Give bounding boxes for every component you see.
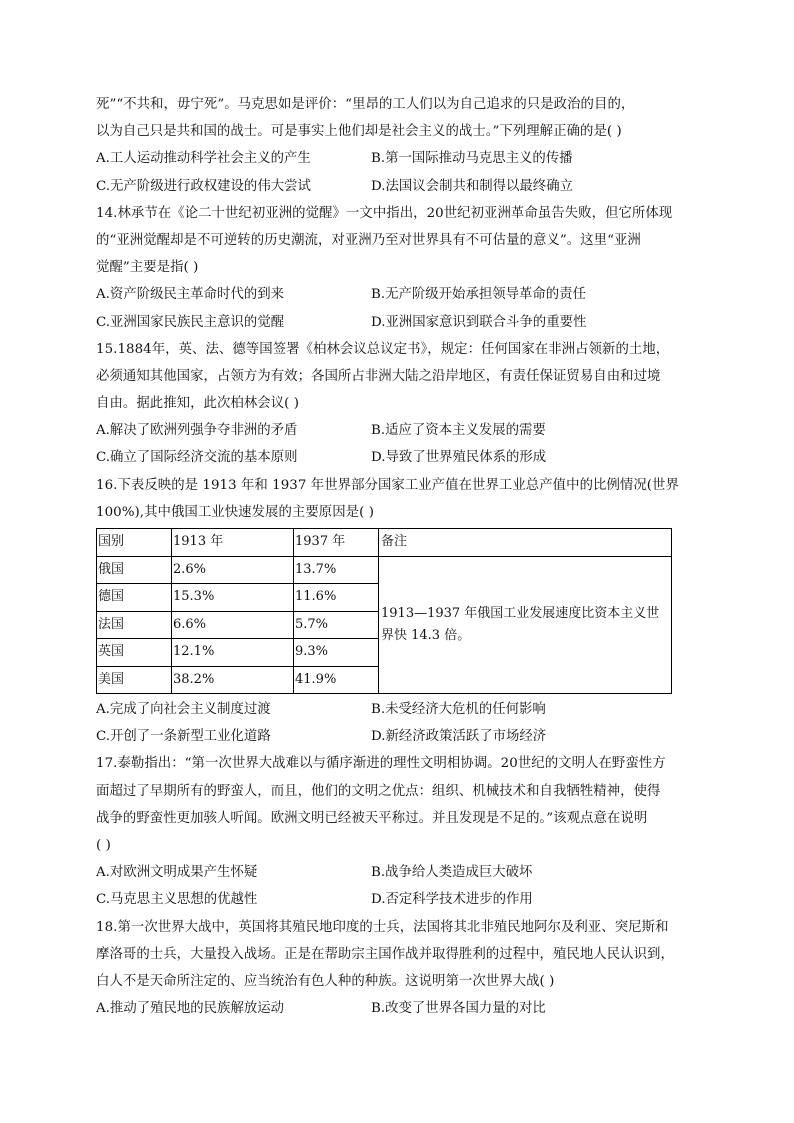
table-cell-1913: 15.3% — [172, 584, 294, 612]
question-15-stem-line: 15.1884年，英、法、德等国签署《柏林会议总议定书》，规定：任何国家在非洲占领新的土地， — [96, 341, 670, 357]
question-13-stem-line: 死”“不共和，毋宁死”。马克思如是评价：“里昂的工人们以为自己追求的只是政治的目的， — [96, 97, 635, 112]
table-header-row — [97, 529, 672, 557]
option-a[interactable]: A.完成了向社会主义制度过渡 — [96, 702, 271, 717]
question-14-stem-line: 的“亚洲觉醒却是不可逆转的历史潮流，对亚洲乃至对世界具有不可估量的意义”。这里“亚洲 — [96, 232, 641, 248]
question-17-options-row — [96, 859, 696, 886]
exam-page — [96, 91, 696, 1022]
table-row — [97, 556, 672, 584]
table-cell-1937: 11.6% — [294, 584, 379, 612]
table-header-cell: 1937 年 — [294, 529, 379, 557]
option-a[interactable]: A.工人运动推动科学社会主义的产生 — [96, 151, 311, 167]
option-d[interactable]: D.否定科学技术进步的作用 — [371, 892, 533, 908]
question-18-options-row — [96, 995, 696, 1022]
option-d[interactable]: D.法国议会制共和制得以最终确立 — [371, 178, 573, 194]
question-15-options-row — [96, 417, 696, 444]
table-cell-country: 英国 — [97, 639, 172, 667]
question-18-stem-line: 18.第一次世界大战中，英国将其殖民地印度的士兵，法国将其北非殖民地阿尔及利亚、突尼斯和 — [96, 919, 669, 935]
option-a[interactable]: A.资产阶级民主革命时代的到来 — [96, 287, 285, 303]
option-b[interactable]: B.第一国际推动马克思主义的传播 — [371, 151, 573, 167]
question-17-stem-line: ( ) — [96, 837, 111, 853]
option-c[interactable]: C.确立了国际经济交流的基本原则 — [96, 450, 298, 466]
question-16-options-row — [96, 723, 696, 750]
table-cell-1937: 13.7% — [294, 556, 379, 584]
table-cell-note: 1913—1937 年俄国工业发展速度比资本主义世界快 14.3 倍。 — [379, 556, 672, 694]
table-cell-country: 法国 — [97, 611, 172, 639]
option-b[interactable]: B.未受经济大危机的任何影响 — [371, 702, 546, 717]
question-17-stem-line: 战争的野蛮性更加骇人听闻。欧洲文明已经被天平称过。并且发现是不足的。”该观点意在说明 — [96, 810, 648, 826]
option-a[interactable]: A.解决了欧洲列强争夺非洲的矛盾 — [96, 423, 298, 439]
option-b[interactable]: B.适应了资本主义发展的需要 — [371, 423, 546, 439]
option-c[interactable]: C.开创了一条新型工业化道路 — [96, 729, 271, 745]
question-18-stem-line: 白人不是天命所注定的、应当统治有色人种的种族。这说明第一次世界大战( ) — [96, 973, 555, 989]
question-17 — [96, 750, 696, 913]
question-13-stem-line: 以为自己只是共和国的战士。可是事实上他们却是社会主义的战士。”下列理解正确的是( ) — [96, 124, 622, 140]
option-b[interactable]: B.改变了世界各国力量的对比 — [371, 1001, 546, 1017]
option-a[interactable]: A.对欧洲文明成果产生怀疑 — [96, 865, 258, 881]
table-header-cell: 1913 年 — [172, 529, 294, 557]
table-cell-country: 德国 — [97, 584, 172, 612]
option-d[interactable]: D.新经济政策活跃了市场经济 — [371, 729, 547, 745]
question-18 — [96, 914, 696, 1023]
option-a[interactable]: A.推动了殖民地的民族解放运动 — [96, 1001, 285, 1017]
question-15-stem-line: 必须通知其他国家，占领方为有效；各国所占非洲大陆之沿岸地区，有责任保证贸易自由和过境 — [96, 368, 661, 384]
option-c[interactable]: C.无产阶级进行政权建设的伟大尝试 — [96, 178, 311, 194]
question-17-stem-line: 面超过了早期所有的野蛮人，而且，他们的文明之优点：组织、机械技术和自我牺牲精神，使得 — [96, 783, 661, 799]
question-13 — [96, 91, 696, 200]
option-b[interactable]: B.无产阶级开始承担领导革命的责任 — [371, 287, 586, 303]
question-14-options-row — [96, 309, 696, 336]
table-cell-1913: 2.6% — [172, 556, 294, 584]
option-c[interactable]: C.马克思主义思想的优越性 — [96, 892, 258, 908]
table-header-cell: 备注 — [379, 529, 672, 557]
table-cell-country: 俄国 — [97, 556, 172, 584]
option-c[interactable]: C.亚洲国家民族民主意识的觉醒 — [96, 314, 285, 330]
question-14-stem-line: 觉醒”主要是指( ) — [96, 260, 199, 276]
table-cell-1937: 5.7% — [294, 611, 379, 639]
option-d[interactable]: D.亚洲国家意识到联合斗争的重要性 — [371, 314, 587, 330]
question-18-stem-line: 摩洛哥的士兵，大量投入战场。正是在帮助宗主国作战并取得胜利的过程中，殖民地人民认识到， — [96, 946, 674, 962]
question-16-stem-line: 16.下表反映的是 1913 年和 1937 年世界部分国家工业产值在世界工业总产值中的比例情况(世界 — [96, 477, 679, 493]
question-13-options-row — [96, 145, 696, 172]
table-cell-1913: 12.1% — [172, 639, 294, 667]
question-17-stem-line: 17.泰勒指出：“第一次世界大战难以与循序渐进的理性文明相协调。20世纪的文明人在野蛮性方 — [96, 756, 666, 772]
table-header-cell: 国别 — [97, 529, 172, 557]
question-17-options-row — [96, 886, 696, 913]
question-14 — [96, 200, 696, 336]
question-14-stem-line: 14.林承节在《论二十世纪初亚洲的觉醒》一文中指出，20世纪初亚洲革命虽告失败，但它所体现 — [96, 205, 673, 221]
question-16 — [96, 472, 696, 751]
table-cell-1937: 9.3% — [294, 639, 379, 667]
option-d[interactable]: D.导致了世界殖民体系的形成 — [371, 450, 547, 466]
question-13-options-row — [96, 173, 696, 200]
table-cell-1913: 38.2% — [172, 666, 294, 694]
table-cell-country: 美国 — [97, 666, 172, 694]
question-14-options-row — [96, 281, 696, 308]
table-cell-1913: 6.6% — [172, 611, 294, 639]
industry-share-table — [96, 528, 672, 694]
question-16-options-row — [96, 696, 696, 723]
question-15 — [96, 336, 696, 472]
question-15-options-row — [96, 444, 696, 471]
question-15-stem-line: 自由。据此推知，此次柏林会议( ) — [96, 396, 300, 412]
option-b[interactable]: B.战争给人类造成巨大破坏 — [371, 865, 533, 881]
table-cell-1937: 41.9% — [294, 666, 379, 694]
question-16-stem-line: 100%),其中俄国工业快速发展的主要原因是( ) — [96, 504, 374, 520]
